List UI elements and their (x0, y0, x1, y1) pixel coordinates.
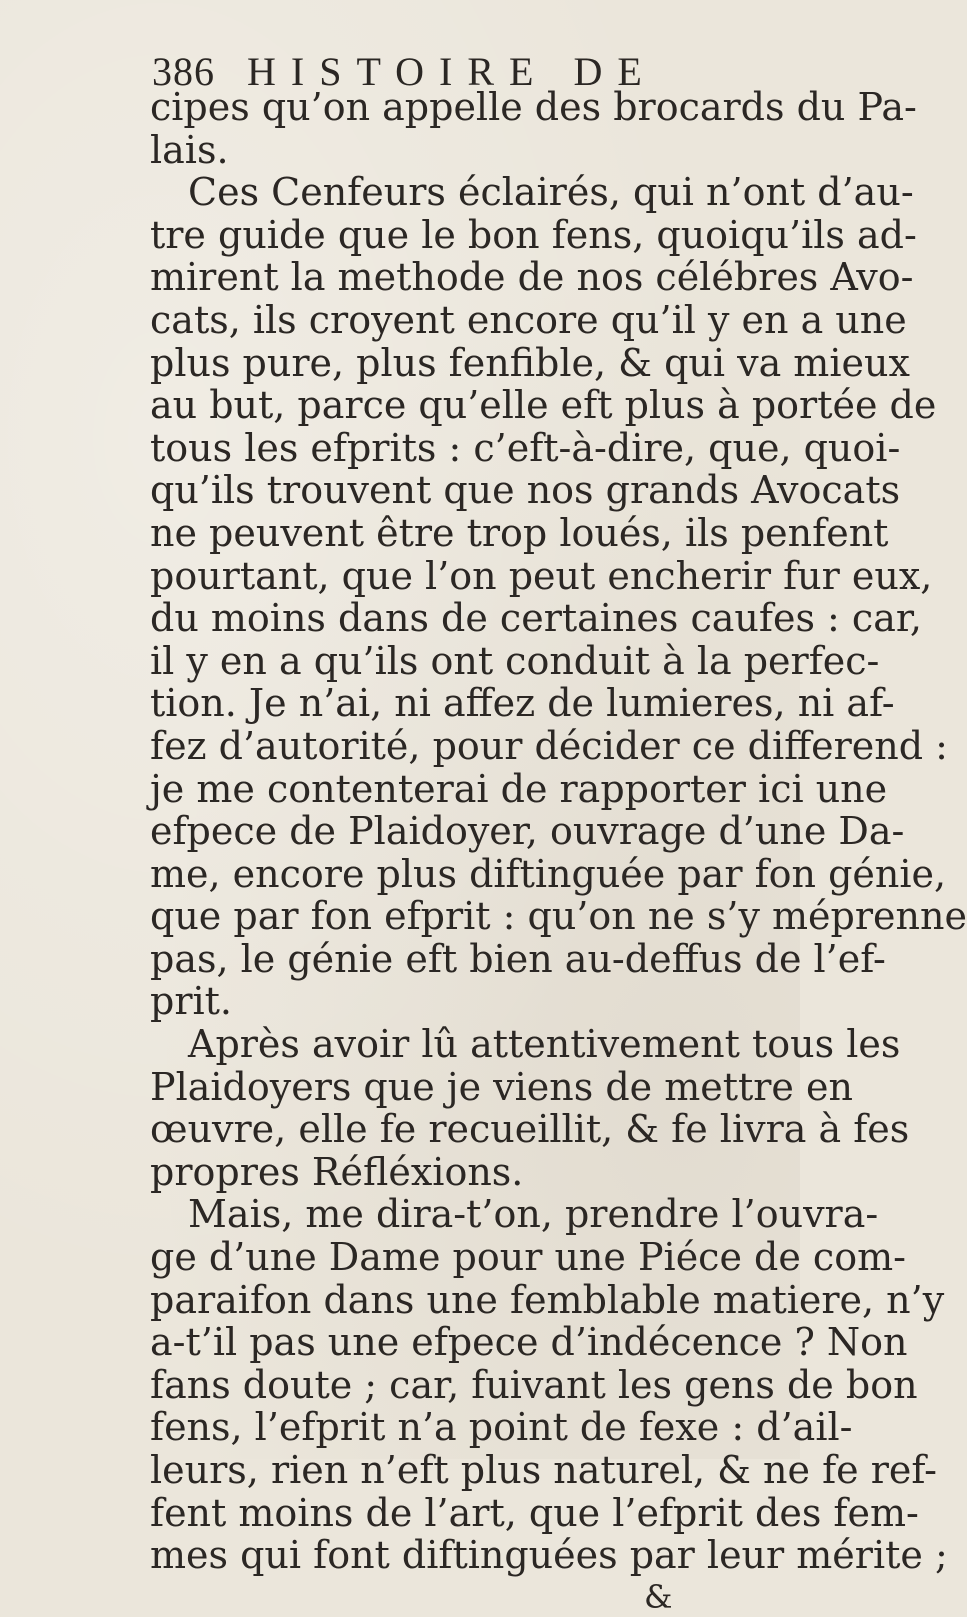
text-line: tion. Je n’ai, ni affez de lumieres, ni af- (150, 681, 895, 726)
text-line: ge d’une Dame pour une Piéce de com- (150, 1235, 906, 1280)
text-line: ne peuvent être trop loués, ils penfent (150, 510, 889, 555)
text-line: fent moins de l’art, que l’efprit des fem- (150, 1490, 919, 1535)
text-line: Plaidoyers que je viens de mettre en (150, 1064, 853, 1109)
catchword: & (644, 1577, 673, 1616)
text-line: tre guide que le bon fens, quoiqu’ils ad- (150, 212, 917, 257)
running-title: HISTOIRE DE (247, 49, 657, 94)
text-line: pas, le génie eft bien au-deffus de l’ef- (150, 936, 886, 981)
text-line: prit. (150, 979, 232, 1024)
text-line: propres Réfléxions. (150, 1149, 524, 1194)
text-line: je me contenterai de rapporter ici une (150, 766, 888, 811)
text-line: me, encore plus diftinguée par fon génie, (150, 851, 947, 896)
text-line: fans doute ; car, fuivant les gens de bon (150, 1362, 918, 1407)
text-line: cats, ils croyent encore qu’il y en a une (150, 297, 907, 342)
text-line: œuvre, elle fe recueillit, & fe livra à fes (150, 1107, 910, 1152)
text-line: tous les efprits : c’eft-à-dire, que, quoi- (150, 425, 901, 470)
paragraph-start-line: Après avoir lû attentivement tous les (188, 1022, 901, 1067)
text-line: mirent la methode de nos célébres Avo- (150, 255, 914, 300)
page-number: 386 (152, 49, 215, 94)
text-line: fez d’autorité, pour décider ce differend : (150, 723, 948, 768)
text-line: paraifon dans une femblable matiere, n’y (150, 1277, 945, 1322)
text-line: fens, l’efprit n’a point de fexe : d’ail- (150, 1405, 853, 1450)
paragraph-start-line: Ces Cenfeurs éclairés, qui n’ont d’au- (188, 170, 914, 215)
text-line: au but, parce qu’elle eft plus à portée de (150, 383, 937, 428)
paragraph-start-line: Mais, me dira-t’on, prendre l’ouvra- (188, 1192, 879, 1237)
text-line: efpece de Plaidoyer, ouvrage d’une Da- (150, 809, 905, 854)
text-line: plus pure, plus fenfible, & qui va mieux (150, 340, 910, 385)
text-line: pourtant, que l’on peut encherir fur eux, (150, 553, 933, 598)
text-line: mes qui font diftinguées par leur mérite ; (150, 1533, 948, 1578)
text-line: a-t’il pas une efpece d’indécence ? Non (150, 1320, 908, 1365)
text-line: cipes qu’on appelle des brocards du Pa- (150, 85, 917, 129)
text-line: il y en a qu’ils ont conduit à la perfec- (150, 638, 880, 683)
body-text (150, 85, 967, 1617)
text-line: que par fon efprit : qu’on ne s’y méprenne (150, 894, 967, 939)
text-line: du moins dans de certaines caufes : car, (150, 596, 922, 641)
text-line: leurs, rien n’eft plus naturel, & ne fe ref- (150, 1448, 937, 1492)
text-line: qu’ils trouvent que nos grands Avocats (150, 468, 901, 513)
text-line: lais. (150, 127, 229, 172)
